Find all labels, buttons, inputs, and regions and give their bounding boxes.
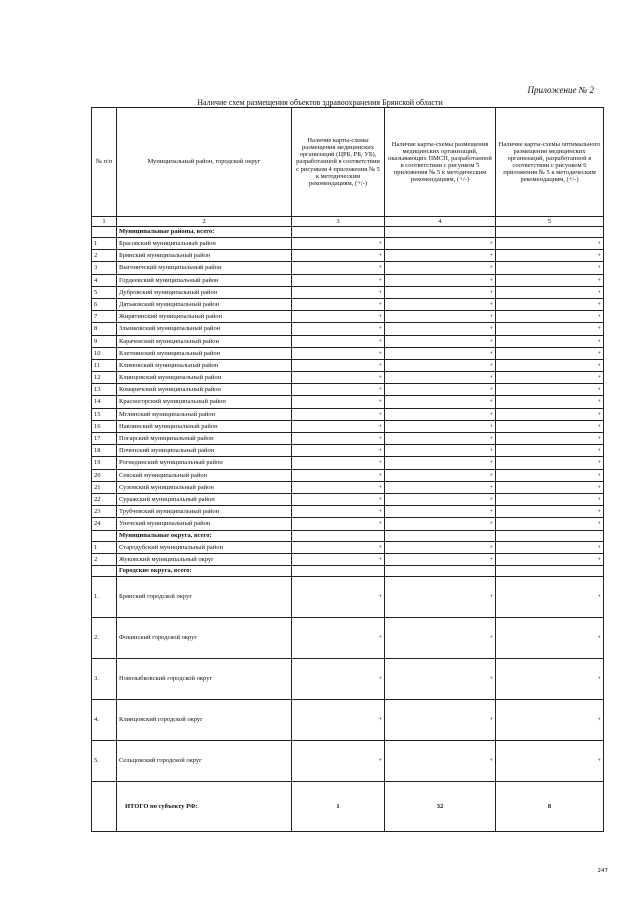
- table-row: [92, 445, 604, 457]
- row-value-col3: +: [292, 408, 385, 420]
- row-district-name: Брянский городской округ: [117, 576, 292, 617]
- header-col3: Наличие карты-схемы размещения медицинских организаций (ЦРБ, РБ, УБ), разработанной в соответствии с рисунком 4 приложения № 5 к методическим рекомендациям, (+/-): [292, 108, 385, 217]
- row-value-col3: +: [292, 445, 385, 457]
- row-value-col3: +: [292, 323, 385, 335]
- table-row: [92, 518, 604, 530]
- table-row: [92, 347, 604, 359]
- row-number: 2.: [92, 617, 117, 658]
- total-row: [92, 781, 604, 831]
- column-number: 4: [385, 217, 496, 227]
- row-district-name: Дятьковский муниципальный район: [117, 298, 292, 310]
- row-number: 5.: [92, 740, 117, 781]
- row-district-name: Дубровский муниципальный район: [117, 286, 292, 298]
- table-row: [92, 238, 604, 250]
- row-value-col5: +: [496, 576, 604, 617]
- row-number: 3: [92, 262, 117, 274]
- row-value-col4: +: [385, 311, 496, 323]
- row-value-col4: +: [385, 506, 496, 518]
- row-value-col4: +: [385, 359, 496, 371]
- section-title: Муниципальные районы, всего:: [117, 227, 292, 238]
- row-value-col3: +: [292, 262, 385, 274]
- section-title: Городские округа, всего:: [117, 565, 292, 576]
- table-row: [92, 457, 604, 469]
- row-value-col5: +: [496, 274, 604, 286]
- row-number: 18: [92, 445, 117, 457]
- row-number: 2: [92, 250, 117, 262]
- row-value-col5: +: [496, 408, 604, 420]
- table-row: [92, 433, 604, 445]
- row-value-col3: +: [292, 481, 385, 493]
- section-empty-cell: [385, 530, 496, 541]
- row-district-name: Фокинский городской округ: [117, 617, 292, 658]
- row-value-col4: +: [385, 553, 496, 565]
- row-value-col5: +: [496, 311, 604, 323]
- row-value-col3: +: [292, 359, 385, 371]
- row-value-col4: +: [385, 617, 496, 658]
- row-value-col5: +: [496, 541, 604, 553]
- row-value-col4: +: [385, 469, 496, 481]
- header-number: № п/п: [92, 108, 117, 217]
- row-value-col5: +: [496, 553, 604, 565]
- row-value-col5: +: [496, 617, 604, 658]
- total-label: ИТОГО по субъекту РФ:: [117, 781, 292, 831]
- row-value-col4: +: [385, 298, 496, 310]
- row-number: 23: [92, 506, 117, 518]
- row-number: 1: [92, 238, 117, 250]
- row-district-name: Сельцовский городской округ: [117, 740, 292, 781]
- table-row: [92, 541, 604, 553]
- row-value-col5: +: [496, 396, 604, 408]
- row-number: 15: [92, 408, 117, 420]
- row-district-name: Суражский муниципальный район: [117, 493, 292, 505]
- row-number: 1: [92, 541, 117, 553]
- table-row: [92, 420, 604, 432]
- row-value-col5: +: [496, 518, 604, 530]
- table-row: [92, 658, 604, 699]
- section-empty-cell: [385, 227, 496, 238]
- row-value-col4: +: [385, 541, 496, 553]
- row-value-col3: +: [292, 274, 385, 286]
- row-district-name: Жирятинский муниципальный район: [117, 311, 292, 323]
- table-row: [92, 359, 604, 371]
- section-title: Муниципальные округа, всего:: [117, 530, 292, 541]
- row-value-col5: +: [496, 359, 604, 371]
- row-value-col3: +: [292, 518, 385, 530]
- row-number: 21: [92, 481, 117, 493]
- table-row: [92, 323, 604, 335]
- row-district-name: Мглинский муниципальный район: [117, 408, 292, 420]
- row-district-name: Рогнединский муниципальный район: [117, 457, 292, 469]
- row-value-col3: +: [292, 576, 385, 617]
- row-number: 14: [92, 396, 117, 408]
- row-value-col4: +: [385, 658, 496, 699]
- table-row: [92, 617, 604, 658]
- row-value-col5: +: [496, 335, 604, 347]
- header-district: Муниципальный район, городской округ: [117, 108, 292, 217]
- row-number: 3.: [92, 658, 117, 699]
- row-number: 4.: [92, 699, 117, 740]
- row-value-col3: +: [292, 420, 385, 432]
- row-value-col3: +: [292, 457, 385, 469]
- row-value-col3: +: [292, 658, 385, 699]
- section-empty-cell: [292, 565, 385, 576]
- table-row: [92, 506, 604, 518]
- row-value-col5: +: [496, 740, 604, 781]
- column-number: 5: [496, 217, 604, 227]
- row-value-col3: +: [292, 347, 385, 359]
- row-value-col5: +: [496, 493, 604, 505]
- table-row: [92, 274, 604, 286]
- row-district-name: Суземский муниципальный район: [117, 481, 292, 493]
- column-number-row: [92, 217, 604, 227]
- row-district-name: Стародубский муниципальный район: [117, 541, 292, 553]
- row-value-col4: +: [385, 408, 496, 420]
- row-number: 11: [92, 359, 117, 371]
- row-district-name: Брасовский муниципальный район: [117, 238, 292, 250]
- row-district-name: Комаричский муниципальный район: [117, 384, 292, 396]
- row-district-name: Климовский муниципальный район: [117, 359, 292, 371]
- header-row: [92, 108, 604, 217]
- row-district-name: Клинцовский городской округ: [117, 699, 292, 740]
- table-row: [92, 286, 604, 298]
- row-district-name: Трубчевский муниципальный район: [117, 506, 292, 518]
- table-row: [92, 408, 604, 420]
- row-value-col3: +: [292, 541, 385, 553]
- row-value-col4: +: [385, 445, 496, 457]
- row-value-col5: +: [496, 262, 604, 274]
- row-value-col3: +: [292, 740, 385, 781]
- table-row: [92, 740, 604, 781]
- row-value-col5: +: [496, 384, 604, 396]
- row-number: 4: [92, 274, 117, 286]
- table-row: [92, 493, 604, 505]
- row-value-col4: +: [385, 457, 496, 469]
- section-empty-cell: [292, 530, 385, 541]
- row-value-col4: +: [385, 323, 496, 335]
- row-value-col3: +: [292, 238, 385, 250]
- row-district-name: Гордеевский муниципальный район: [117, 274, 292, 286]
- table-row: [92, 372, 604, 384]
- row-district-name: Выгоничский муниципальный район: [117, 262, 292, 274]
- row-district-name: Брянский муниципальный район: [117, 250, 292, 262]
- row-value-col5: +: [496, 457, 604, 469]
- section-empty-cell: [292, 227, 385, 238]
- row-value-col3: +: [292, 298, 385, 310]
- row-value-col4: +: [385, 372, 496, 384]
- row-value-col5: +: [496, 372, 604, 384]
- section-number-cell: [92, 530, 117, 541]
- row-value-col5: +: [496, 658, 604, 699]
- row-district-name: Клинцовский муниципальный район: [117, 372, 292, 384]
- row-number: 5: [92, 286, 117, 298]
- row-value-col3: +: [292, 493, 385, 505]
- table-row: [92, 311, 604, 323]
- row-number: 8: [92, 323, 117, 335]
- row-value-col5: +: [496, 433, 604, 445]
- row-value-col5: +: [496, 347, 604, 359]
- row-number: 2: [92, 553, 117, 565]
- row-number: 13: [92, 384, 117, 396]
- row-value-col4: +: [385, 335, 496, 347]
- row-value-col3: +: [292, 469, 385, 481]
- row-district-name: Клетнянский муниципальный район: [117, 347, 292, 359]
- table-row: [92, 396, 604, 408]
- table-row: [92, 553, 604, 565]
- row-number: 1.: [92, 576, 117, 617]
- row-district-name: Карачевский муниципальный район: [117, 335, 292, 347]
- section-number-cell: [92, 227, 117, 238]
- section-row: [92, 565, 604, 576]
- section-number-cell: [92, 565, 117, 576]
- row-value-col3: +: [292, 372, 385, 384]
- row-value-col3: +: [292, 617, 385, 658]
- row-value-col4: +: [385, 699, 496, 740]
- table-row: [92, 250, 604, 262]
- section-empty-cell: [385, 565, 496, 576]
- table-row: [92, 699, 604, 740]
- row-value-col4: +: [385, 250, 496, 262]
- row-value-col3: +: [292, 396, 385, 408]
- total-col4: 32: [385, 781, 496, 831]
- row-value-col4: +: [385, 481, 496, 493]
- row-value-col4: +: [385, 740, 496, 781]
- row-district-name: Навлинский муниципальный район: [117, 420, 292, 432]
- table-row: [92, 481, 604, 493]
- table-row: [92, 262, 604, 274]
- row-value-col4: +: [385, 420, 496, 432]
- row-district-name: Почепский муниципальный район: [117, 445, 292, 457]
- row-value-col5: +: [496, 298, 604, 310]
- row-number: 9: [92, 335, 117, 347]
- total-number-cell: [92, 781, 117, 831]
- row-number: 20: [92, 469, 117, 481]
- table-row: [92, 469, 604, 481]
- row-value-col4: +: [385, 286, 496, 298]
- row-value-col3: +: [292, 699, 385, 740]
- row-value-col3: +: [292, 384, 385, 396]
- row-value-col5: +: [496, 699, 604, 740]
- row-number: 16: [92, 420, 117, 432]
- row-value-col5: +: [496, 469, 604, 481]
- section-empty-cell: [496, 227, 604, 238]
- table-row: [92, 298, 604, 310]
- document-title: Наличие схем размещения объектов здравоохранения Брянской области: [197, 98, 443, 107]
- row-district-name: Красногорский муниципальный район: [117, 396, 292, 408]
- row-value-col4: +: [385, 274, 496, 286]
- row-district-name: Унечский муниципальный район: [117, 518, 292, 530]
- header-col5: Наличие карты-схемы оптимального размещения медицинских организаций, разработанной в соответствии с рисунком 6 приложения № 5 к методическим рекомендациям, (+/-): [496, 108, 604, 217]
- row-district-name: Жуковский муниципальный округ: [117, 553, 292, 565]
- row-district-name: Злынковский муниципальный район: [117, 323, 292, 335]
- row-district-name: Новозыбковский городской округ: [117, 658, 292, 699]
- row-value-col3: +: [292, 506, 385, 518]
- row-value-col4: +: [385, 518, 496, 530]
- row-value-col3: +: [292, 311, 385, 323]
- header-col4: Наличие карты-схемы размещения медицинских организаций, оказывающих ПМСП, разработанной в соответствии с рисунком 5 приложения № 5 к методическим рекомендациям, (+/-): [385, 108, 496, 217]
- row-value-col4: +: [385, 576, 496, 617]
- row-value-col5: +: [496, 420, 604, 432]
- row-value-col4: +: [385, 238, 496, 250]
- table-row: [92, 384, 604, 396]
- section-row: [92, 530, 604, 541]
- row-value-col3: +: [292, 250, 385, 262]
- table-row: [92, 335, 604, 347]
- row-value-col4: +: [385, 384, 496, 396]
- row-value-col3: +: [292, 286, 385, 298]
- row-value-col3: +: [292, 553, 385, 565]
- table-body: [92, 227, 604, 832]
- facilities-schema-table: [91, 107, 604, 832]
- section-empty-cell: [496, 565, 604, 576]
- row-value-col4: +: [385, 433, 496, 445]
- column-number: 2: [117, 217, 292, 227]
- section-empty-cell: [496, 530, 604, 541]
- total-col5: 8: [496, 781, 604, 831]
- row-district-name: Севский муниципальный район: [117, 469, 292, 481]
- row-value-col4: +: [385, 493, 496, 505]
- row-value-col5: +: [496, 445, 604, 457]
- page-number: 247: [597, 868, 608, 874]
- total-col3: 1: [292, 781, 385, 831]
- row-number: 12: [92, 372, 117, 384]
- row-number: 7: [92, 311, 117, 323]
- row-value-col5: +: [496, 323, 604, 335]
- section-row: [92, 227, 604, 238]
- row-district-name: Погарский муниципальный район: [117, 433, 292, 445]
- row-number: 24: [92, 518, 117, 530]
- row-value-col5: +: [496, 250, 604, 262]
- row-number: 19: [92, 457, 117, 469]
- row-value-col4: +: [385, 396, 496, 408]
- row-number: 22: [92, 493, 117, 505]
- row-number: 6: [92, 298, 117, 310]
- row-value-col5: +: [496, 286, 604, 298]
- appendix-label: Приложение № 2: [527, 85, 594, 95]
- column-number: 3: [292, 217, 385, 227]
- row-value-col5: +: [496, 238, 604, 250]
- row-value-col5: +: [496, 506, 604, 518]
- column-number: 1: [92, 217, 117, 227]
- row-value-col4: +: [385, 262, 496, 274]
- row-number: 10: [92, 347, 117, 359]
- row-number: 17: [92, 433, 117, 445]
- row-value-col3: +: [292, 335, 385, 347]
- table-row: [92, 576, 604, 617]
- row-value-col3: +: [292, 433, 385, 445]
- row-value-col4: +: [385, 347, 496, 359]
- row-value-col5: +: [496, 481, 604, 493]
